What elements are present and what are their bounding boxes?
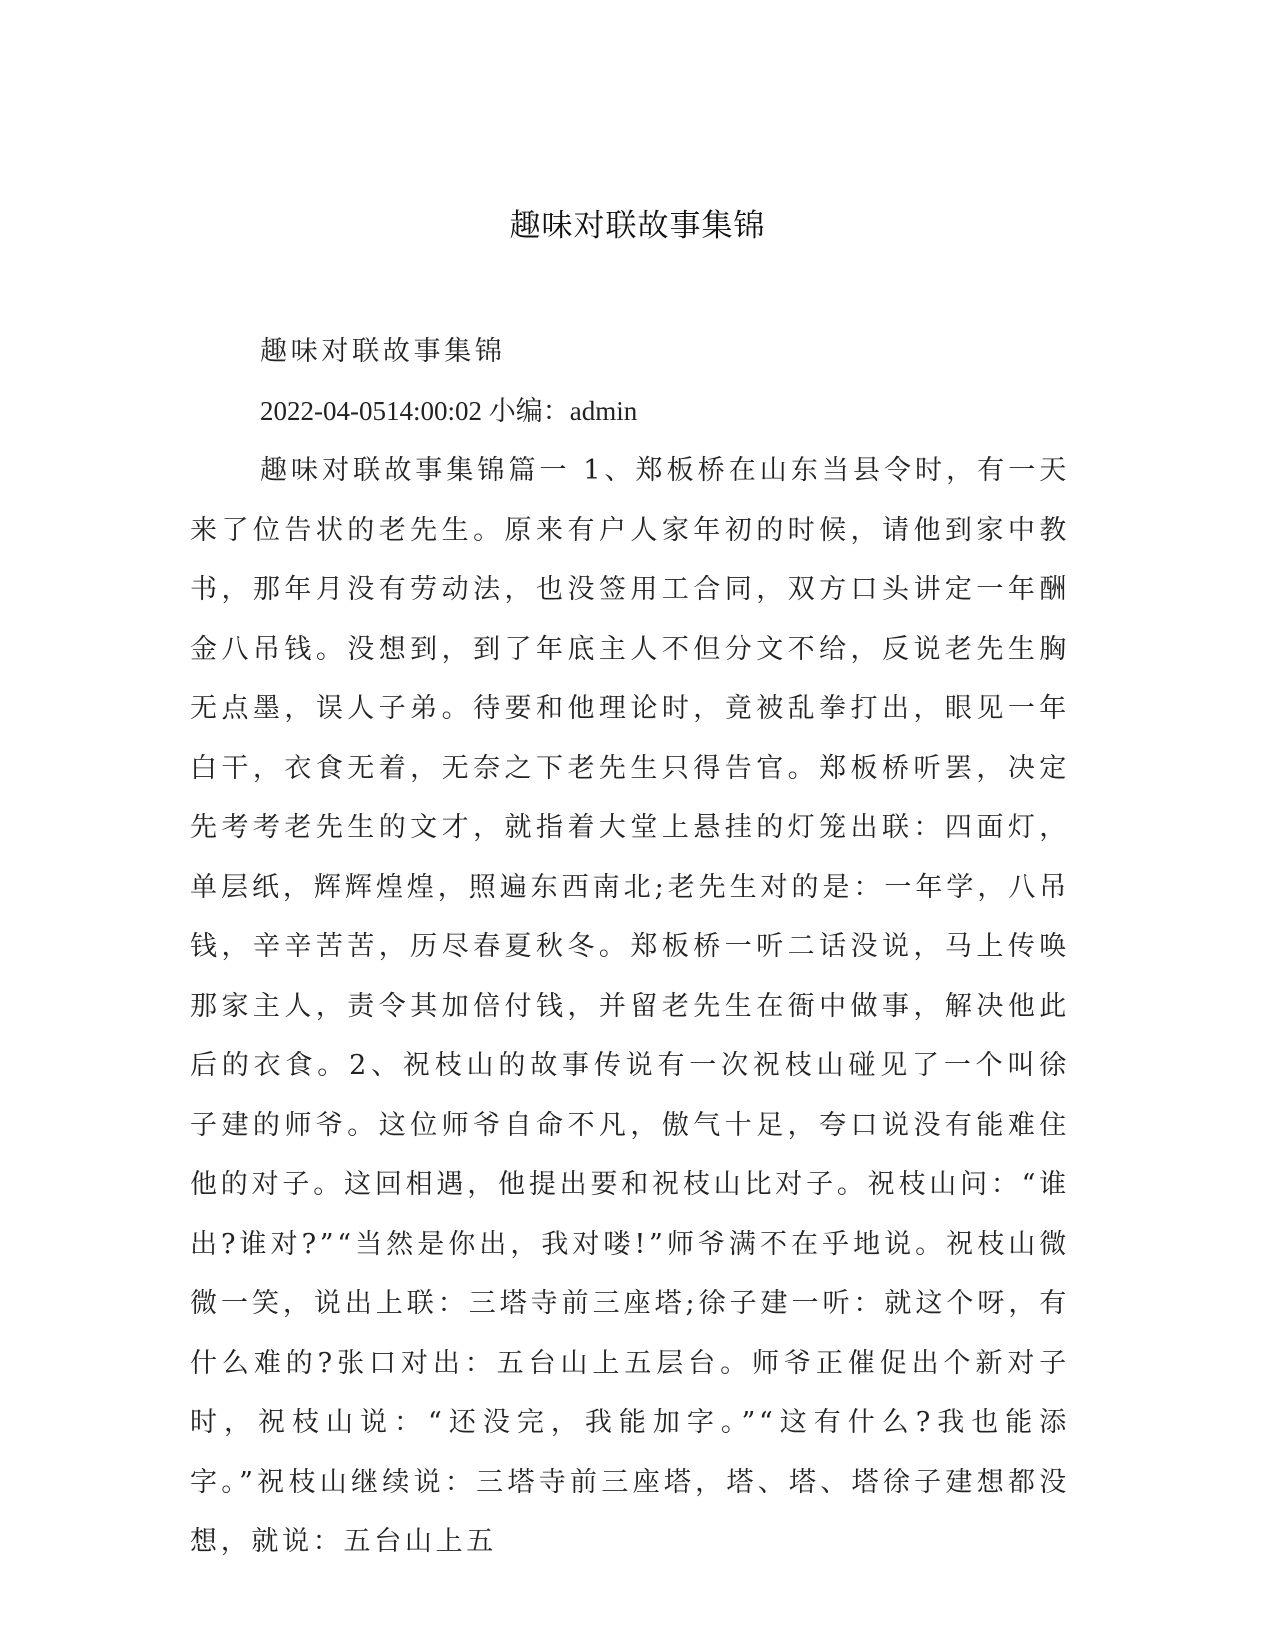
document-body — [190, 322, 1070, 1572]
subtitle-paragraph: 趣味对联故事集锦 — [260, 336, 506, 367]
meta-paragraph: 2022-04-0514:00:02 小编：admin — [260, 395, 638, 426]
body-paragraph: 趣味对联故事集锦篇一 1、郑板桥在山东当县令时，有一天来了位告状的老先生。原来有户人家年初的时候，请他到家中教书，那年月没有劳动法，也没签用工合同，双方口头讲定一年酬金八吊钱。没想到，到了年底主人不但分文不给，反说老先生胸无点墨，误人子弟。待要和他理论时，竟被乱拳打出，眼见一年白干，衣食无着，无奈之下老先生只得告官。郑板桥听罢，决定先考考老先生的文才，就指着大堂上悬挂的灯笼出联：四面灯，单层纸，辉辉煌煌，照遍东西南北;老先生对的是：一年学，八吊钱，辛辛苦苦，历尽春夏秋冬。郑板桥一听二话没说，马上传唤那家主人，责令其加倍付钱，并留老先生在衙中做事，解决他此后的衣食。2、祝枝山的故事传说有一次祝枝山碰见了一个叫徐子建的师爷。这位师爷自命不凡，傲气十足，夸口说没有能难住他的对子。这回相遇，他提出要和祝枝山比对子。祝枝山问：“谁出?谁对?”“当然是你出，我对喽!”师爷满不在乎地说。祝枝山微微一笑，说出上联：三塔寺前三座塔;徐子建一听：就这个呀，有什么难的?张口对出：五台山上五层台。师爷正催促出个新对子时，祝枝山说：“还没完，我能加字。”“这有什么?我也能添字。”祝枝山继续说：三塔寺前三座塔，塔、塔、塔徐子建想都没想，就说：五台山上五 — [190, 455, 1070, 1557]
document-title: 趣味对联故事集锦 — [509, 208, 766, 244]
